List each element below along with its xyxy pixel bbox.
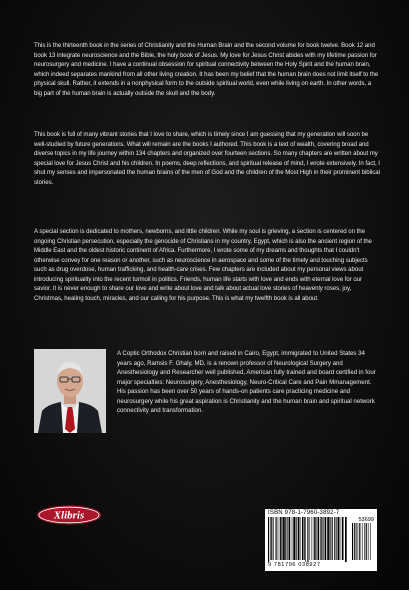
barcode-number: 9 781796 038927 xyxy=(268,562,321,568)
publisher-logo xyxy=(36,505,102,525)
description-paragraph-2: This book is full of many vibrant stories that I love to share, which is timely since I am guessing that my generation will soon be well-studied by future generations. What will remain are the books I authored. This book is a text of wealth, covering broad and diverse topics in my life journey within 134 chapters and organized over fourteen sections. So many chapters are written about my special love for Jesus Christ and his children. In poems, deep reflections, and spiritual release of mind, I wrote extensively. In fact, I shut my senses and impersonated the human brains of the men of God and the children of the Most High in their prominent biblical stories. xyxy=(34,131,380,186)
barcode-bars xyxy=(268,517,374,562)
isbn-barcode xyxy=(265,509,377,571)
price-code: 53699 xyxy=(358,517,374,523)
author-bio: A Coptic Orthodox Christian born and raised in Cairo, Egypt, immigrated to United States 34 years ago, Ramsis F. Ghaly, MD, is a renown professor of Neurological Surgery and Anesthesiology and Researcher well published, American fully trained and board certified in four major specialties: Neurosurgery, Anesthesiology, Neuro-Critical Care and Pain Mmanagement. His passion has been over 50 years of hands-on patients care practicing medicine and neurosurgery while his great aspiration is Christianity and the human brain and spiritual network connectivity and transformation. xyxy=(117,350,376,415)
description-paragraph-3: A special section is dedicated to mothers, newborns, and little children. While my soul is grieving, a section is centered on the ongoing Christian persecution, especially the genocide of Christians in my country, Egypt, which is also the ancient region of the Middle East and the oldest historic continent of Africa. Furthermore, I wrote some of my dreams and thoughts that I couldn't otherwise convey for one reason or another, such as neuroscience in aerospace and some of the timely and touching subjects such as drug overdose, human trafficking, and health-care crises. Few chapters are included about my personal views about introducing spirituality into the recent turmoil in politics. Friends, human life starts with love and ends with eternal love for our savior. It is never enough to share our love and write about love and talk about actual love stories of heavenly roses, joy, Christmas, healing touch, miracles, and our calling for his purpose. This is what my twelfth book is all about. xyxy=(34,228,372,302)
isbn-text: ISBN 978-1-7960-3892-7 xyxy=(268,510,340,516)
publisher-logo-text: Xlibris xyxy=(53,509,85,522)
description-paragraph-1: This is the thirteenth book in the series of Christianity and the Human Brain and the second volume for book twelve. Book 12 and book 13 integrate neuroscience and the Bible, the holy book of Jesus. My love for Jesus Christ abides with my lifetime passion for neurosurgery and medicine. I have a continual obsession for spiritual connectivity between the Holy Spirit and the human brain, which indeed separates mankind from all other living creation. It has been my belief that the human brain does not limit itself to the physical skull. Rather, it extends in a nonphysical form to the outside spiritual world, even while living on earth. In other words, a big part of the human brain is actually outside the skull and the body. xyxy=(34,42,379,97)
author-photo xyxy=(34,349,106,433)
